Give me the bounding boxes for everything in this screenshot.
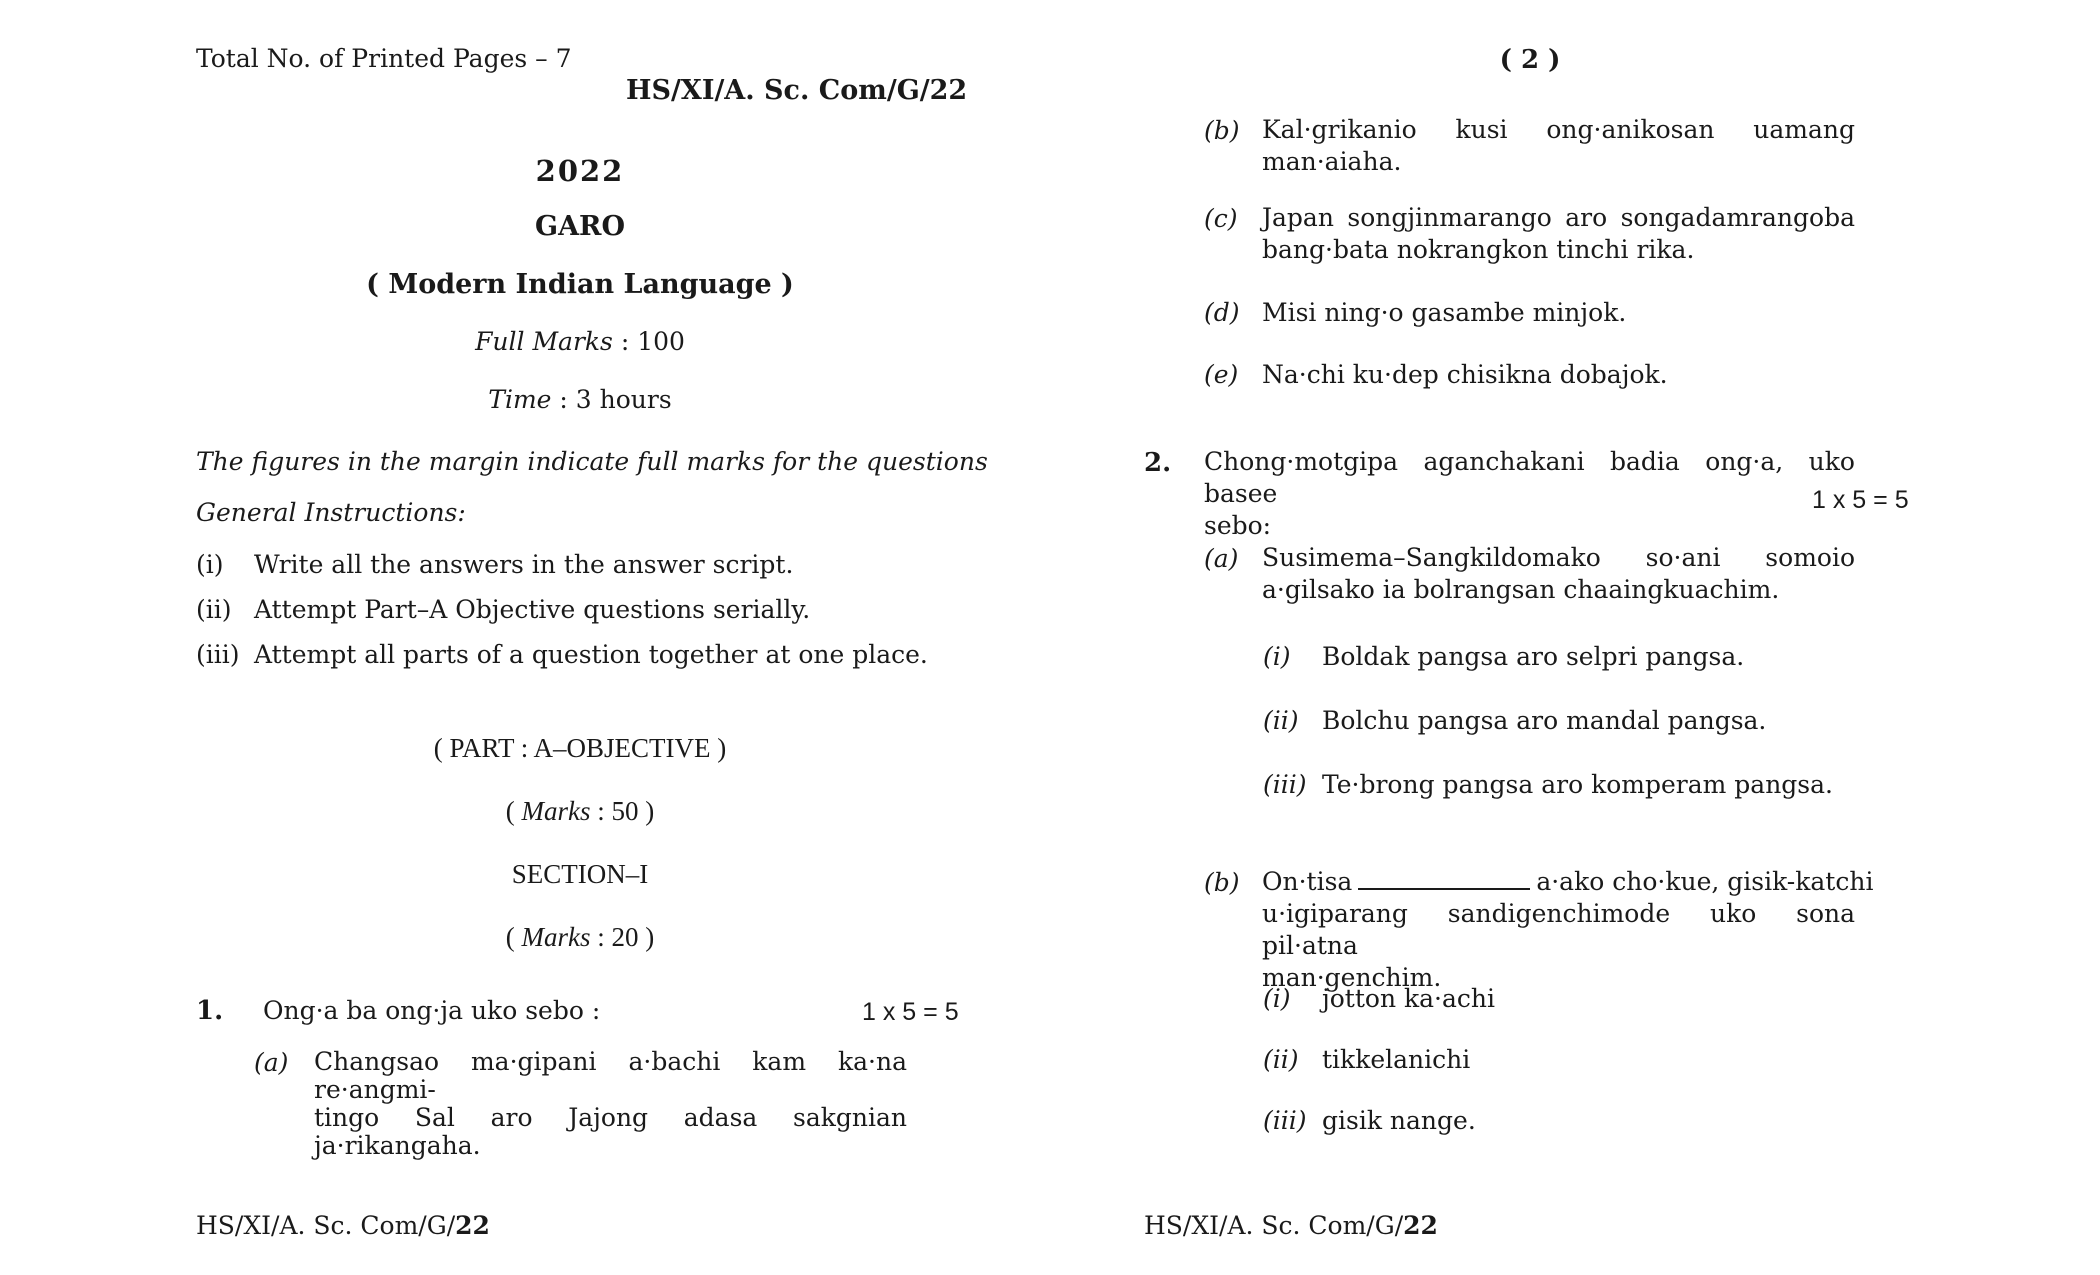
- marks-label: Marks: [521, 922, 591, 952]
- option-text: jotton ka·achi: [1322, 984, 1495, 1013]
- page-number: ( 2 ): [1499, 45, 1561, 75]
- printed-pages-note: Total No. of Printed Pages – 7: [196, 44, 572, 73]
- text-line: u·igiparang sandigenchimode uko sona pil·atna: [1262, 899, 1855, 960]
- text-line: Kal·grikanio kusi ong·anikosan uamang: [1262, 115, 1855, 144]
- question-number: 2.: [1144, 448, 1172, 478]
- subquestion-label: (b): [1204, 868, 1240, 897]
- question-text: [1204, 446, 1855, 542]
- marks-value: : 20 ): [590, 922, 655, 952]
- question-marks: 1 x 5 = 5: [1812, 486, 1909, 514]
- instruction-num: (ii): [196, 595, 232, 624]
- exam-year: 2022: [535, 154, 625, 188]
- subquestion-text: Misi ning·o gasambe minjok.: [1262, 298, 1627, 327]
- text-fragment: On·tisa: [1262, 867, 1353, 896]
- text-line: sebo:: [1204, 511, 1272, 540]
- text-line: tingo Sal aro Jajong adasa sakgnian: [314, 1103, 907, 1132]
- option-text: gisik nange.: [1322, 1106, 1476, 1135]
- subquestion-label: (a): [1204, 544, 1239, 573]
- subquestion-label: (d): [1204, 298, 1240, 327]
- part-marks: [380, 796, 780, 827]
- footer-code-bold: 22: [1403, 1211, 1438, 1240]
- subquestion-text: [314, 1048, 907, 1160]
- subquestion-text: [1262, 202, 1855, 266]
- subquestion-label: (c): [1204, 204, 1238, 233]
- instruction-num: (iii): [196, 640, 240, 669]
- option-num: (ii): [1263, 706, 1299, 735]
- page-footer: [196, 1211, 490, 1240]
- time-value: : 3 hours: [559, 385, 672, 414]
- question-text: Ong·a ba ong·ja uko sebo :: [263, 996, 601, 1025]
- option-num: (ii): [1263, 1045, 1299, 1074]
- text-fragment: a·ako cho·kue, gisik-katchi: [1536, 867, 1874, 896]
- text-line: Susimema–Sangkildomako so·ani somoio: [1262, 543, 1855, 572]
- subquestion-label: (a): [254, 1048, 289, 1077]
- option-text: Boldak pangsa aro selpri pangsa.: [1322, 642, 1745, 671]
- text-line: man·aiaha.: [1262, 147, 1402, 176]
- subquestion-text: Na·chi ku·dep chisikna dobajok.: [1262, 360, 1668, 389]
- fill-in-blank: [1358, 868, 1530, 890]
- text-line: a·gilsako ia bolrangsan chaaingkuachim.: [1262, 575, 1780, 604]
- paren-open: (: [505, 922, 522, 952]
- text-line: Japan songjinmarango aro songadamrangoba: [1262, 203, 1855, 232]
- paren-open: (: [505, 796, 522, 826]
- text-line: Chong·motgipa aganchakani badia ong·a, uko basee: [1204, 447, 1855, 508]
- paper-code-header: HS/XI/A. Sc. Com/G/22: [626, 75, 968, 106]
- full-marks-value: : 100: [620, 327, 685, 356]
- margin-note: The figures in the margin indicate full marks for the questions: [196, 447, 988, 476]
- instruction-text: Attempt Part–A Objective questions serially.: [254, 595, 811, 624]
- general-instructions-heading: General Instructions:: [196, 498, 466, 527]
- full-marks-label: Full Marks: [475, 327, 613, 356]
- subquestion-text: [1262, 866, 1874, 994]
- instruction-num: (i): [196, 550, 224, 579]
- part-heading: ( PART : A–OBJECTIVE ): [433, 733, 727, 763]
- instruction-text: Write all the answers in the answer script.: [254, 550, 794, 579]
- option-num: (i): [1263, 642, 1291, 671]
- text-line: ja·rikangaha.: [314, 1131, 481, 1160]
- full-marks-line: [380, 327, 780, 356]
- section-marks: [380, 922, 780, 953]
- time-label: Time: [488, 385, 552, 414]
- instruction-text: Attempt all parts of a question together at one place.: [254, 640, 928, 669]
- text-line: man·genchim.: [1262, 963, 1442, 992]
- subquestion-text: [1262, 114, 1855, 178]
- marks-value: : 50 ): [590, 796, 655, 826]
- marks-label: Marks: [521, 796, 591, 826]
- subquestion-label: (e): [1204, 360, 1239, 389]
- subquestion-label: (b): [1204, 116, 1240, 145]
- question-number: 1.: [196, 996, 224, 1026]
- option-text: tikkelanichi: [1322, 1045, 1471, 1074]
- subquestion-text: [1262, 542, 1855, 606]
- question-marks: 1 x 5 = 5: [862, 998, 959, 1026]
- subject-title: GARO: [535, 211, 625, 242]
- time-line: [380, 385, 780, 414]
- footer-code: HS/XI/A. Sc. Com/G/: [196, 1211, 456, 1240]
- option-text: Te·brong pangsa aro komperam pangsa.: [1322, 770, 1833, 799]
- option-text: Bolchu pangsa aro mandal pangsa.: [1322, 706, 1767, 735]
- page-footer: [1144, 1211, 1438, 1240]
- footer-code-bold: 22: [455, 1211, 490, 1240]
- section-heading: SECTION–I: [511, 859, 649, 889]
- text-line: bang·bata nokrangkon tinchi rika.: [1262, 235, 1695, 264]
- option-num: (iii): [1263, 1106, 1307, 1135]
- footer-code: HS/XI/A. Sc. Com/G/: [1144, 1211, 1404, 1240]
- text-line: Changsao ma·gipani a·bachi kam ka·na re·angmi-: [314, 1047, 907, 1104]
- option-num: (iii): [1263, 770, 1307, 799]
- subject-subtitle: ( Modern Indian Language ): [366, 269, 794, 300]
- option-num: (i): [1263, 984, 1291, 1013]
- text-line: [1262, 866, 1874, 898]
